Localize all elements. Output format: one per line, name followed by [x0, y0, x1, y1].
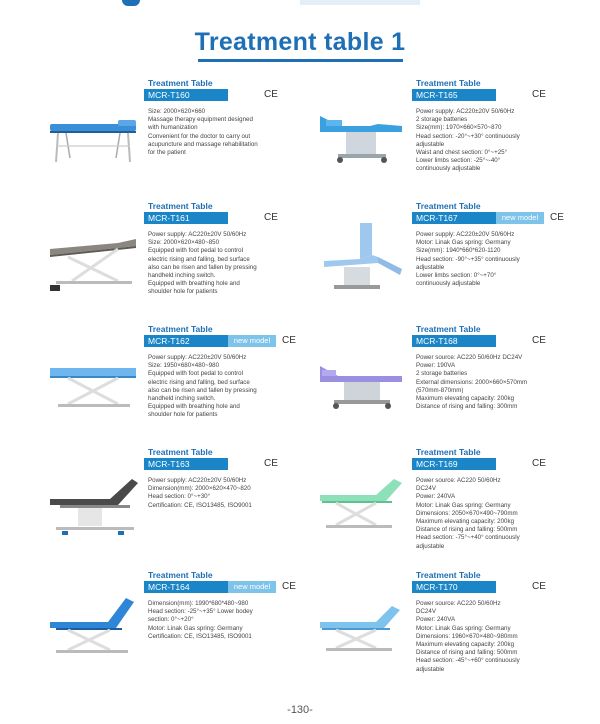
- product-model: MCR-T165: [412, 89, 496, 101]
- spec-line: Maximum elevating capacity: 200kg: [416, 641, 515, 649]
- spec-line: Power: 240VA: [416, 493, 456, 501]
- product-category: Treatment Table: [416, 78, 481, 88]
- title-underline: [198, 59, 403, 62]
- spec-line: Head section: -90°~+35° continuously: [416, 255, 520, 263]
- product-card-t165: [316, 78, 600, 196]
- product-category: Treatment Table: [416, 324, 481, 334]
- spec-line: electric rising and falling, bed surface: [148, 255, 250, 263]
- ce-mark: CE: [264, 89, 278, 100]
- product-card-t170: [316, 570, 600, 688]
- treatment-table-image: [316, 465, 410, 543]
- spec-line: Motor: Linak Gas spring: Germany: [416, 501, 511, 509]
- ce-mark: CE: [532, 335, 546, 346]
- treatment-table-image: [316, 219, 410, 297]
- product-model: MCR-T161: [144, 212, 228, 224]
- spec-line: adjustable: [416, 140, 445, 148]
- spec-line: 2 storage batteries: [416, 116, 468, 124]
- spec-line: electric rising and falling, bed surface: [148, 378, 250, 386]
- product-model: MCR-T162: [144, 335, 228, 347]
- spec-line: Equipped with foot pedal to control: [148, 247, 243, 255]
- product-card-t164: [48, 570, 338, 688]
- spec-line: Distance of rising and falling: 300mm: [416, 403, 518, 411]
- product-specs: [148, 354, 336, 420]
- product-card-t163: [48, 447, 338, 565]
- spec-line: Certification: CE, ISO13485, ISO9001: [148, 501, 252, 509]
- ce-mark: CE: [282, 581, 296, 592]
- spec-line: Lower limbs section: -25°~-40°: [416, 157, 501, 165]
- product-model: MCR-T163: [144, 458, 228, 470]
- spec-line: Motor: Linak Gas spring: Germany: [416, 239, 511, 247]
- spec-line: Power: 240VA: [416, 616, 456, 624]
- product-specs: [416, 354, 600, 411]
- spec-line: Dimension(mm): 1990*680*480~980: [148, 600, 249, 607]
- spec-line: Distance of rising and falling: 500mm: [416, 526, 518, 534]
- spec-line: Motor: Linak Gas spring: Germany: [416, 624, 511, 632]
- spec-line: Head section: 0°~+30°: [148, 493, 211, 501]
- spec-line: Dimensions: 2050×670×490~790mm: [416, 509, 518, 517]
- spec-line: Power supply: AC220±20V 50/60Hz: [416, 108, 515, 115]
- product-category: Treatment Table: [416, 201, 481, 211]
- spec-line: Head section: -75°~+40° continuously: [416, 534, 520, 542]
- ce-mark: CE: [532, 458, 546, 469]
- product-category: Treatment Table: [148, 570, 213, 580]
- product-card-t168: [316, 324, 600, 442]
- spec-line: Lower limbs section: 0°~+70°: [416, 272, 497, 280]
- product-specs: [416, 477, 600, 551]
- spec-line: 2 storage batteries: [416, 370, 468, 378]
- product-model: MCR-T164: [144, 581, 228, 593]
- spec-line: Waist and chest section: 0°~+25°: [416, 149, 508, 157]
- ce-mark: CE: [264, 458, 278, 469]
- spec-line: Certification: CE, ISO13485, ISO9001: [148, 632, 252, 640]
- product-specs: [416, 600, 600, 674]
- spec-line: Dimensions: 1960×670×480~980mm: [416, 632, 518, 640]
- spec-line: adjustable: [416, 542, 445, 550]
- spec-line: also can be risen and fallen by pressing: [148, 386, 257, 394]
- page-title: [0, 28, 600, 62]
- product-card-t162: [48, 324, 338, 442]
- product-model: MCR-T168: [412, 335, 496, 347]
- spec-line: Size(mm): 1940*660*620-1120: [416, 247, 501, 255]
- spec-line: shoulder hole for patients: [148, 288, 218, 296]
- treatment-table-image: [48, 342, 142, 420]
- product-specs: [416, 231, 600, 288]
- ce-mark: CE: [282, 335, 296, 346]
- product-specs: [148, 108, 336, 157]
- spec-line: adjustable: [416, 665, 445, 673]
- treatment-table-image: [48, 219, 142, 297]
- product-card-t161: [48, 201, 338, 319]
- spec-line: acupuncture and massage rehabilitation: [148, 140, 258, 148]
- product-model: MCR-T160: [144, 89, 228, 101]
- spec-line: Dimension(mm): 2000×620×470~820: [148, 485, 251, 493]
- spec-line: DC24V: [416, 485, 436, 493]
- product-category: Treatment Table: [416, 447, 481, 457]
- product-category: Treatment Table: [148, 324, 213, 334]
- spec-line: Convenient for the doctor to carry out: [148, 132, 251, 140]
- new-model-badge: new model: [228, 335, 276, 347]
- ce-mark: CE: [264, 212, 278, 223]
- spec-line: Size: 2000×620×660: [148, 108, 206, 115]
- product-specs: [148, 600, 336, 641]
- spec-line: Power source: AC220 50/60Hz: [416, 477, 501, 484]
- spec-line: section: 0°~+20°: [148, 616, 194, 624]
- product-card-t160: [48, 78, 338, 196]
- spec-line: Power source: AC220 50/60Hz: [416, 600, 501, 607]
- product-model: MCR-T167: [412, 212, 496, 224]
- spec-line: Equipped with breathing hole and: [148, 403, 240, 411]
- spec-line: Maximum elevating capacity: 200kg: [416, 518, 515, 526]
- spec-line: Maximum elevating capacity: 200kg: [416, 395, 515, 403]
- spec-line: Size: 1950×680×480~980: [148, 362, 220, 370]
- product-specs: [148, 477, 336, 510]
- ce-mark: CE: [532, 581, 546, 592]
- spec-line: with humanization: [148, 124, 198, 132]
- spec-line: shoulder hole for patients: [148, 411, 218, 419]
- ce-mark: CE: [550, 212, 564, 223]
- spec-line: Power supply: AC220±20V 50/60Hz: [148, 231, 247, 238]
- spec-line: (570mm-870mm): [416, 386, 464, 394]
- treatment-table-image: [48, 588, 142, 666]
- spec-line: continuously adjustable: [416, 165, 481, 173]
- product-category: Treatment Table: [148, 78, 213, 88]
- spec-line: External dimensions: 2000×660×570mm: [416, 378, 528, 386]
- spec-line: Head section: -25°~+35° Lower bodey: [148, 608, 253, 616]
- spec-line: Equipped with breathing hole and: [148, 280, 240, 288]
- spec-line: Head section: -20°~+30° continuously: [416, 132, 520, 140]
- spec-line: Power supply: AC220±20V 50/60Hz: [148, 354, 247, 361]
- spec-line: Distance of rising and falling: 500mm: [416, 649, 518, 657]
- ce-mark: CE: [532, 89, 546, 100]
- spec-line: Power: 190VA: [416, 362, 456, 370]
- spec-line: Equipped with foot pedal to control: [148, 370, 243, 378]
- logo-fragment: [122, 0, 140, 6]
- spec-line: Power source: AC220 50/60Hz DC24V: [416, 354, 523, 361]
- spec-line: continuously adjustable: [416, 280, 481, 288]
- product-category: Treatment Table: [416, 570, 481, 580]
- spec-line: Head section: -45°~+60° continuously: [416, 657, 520, 665]
- spec-line: Power supply: AC220±20V 50/60Hz: [148, 477, 247, 484]
- spec-line: handheld inching switch.: [148, 395, 216, 403]
- product-specs: [148, 231, 336, 297]
- treatment-table-image: [48, 96, 142, 174]
- page-title-text: Treatment table 1: [194, 28, 406, 56]
- product-category: Treatment Table: [148, 447, 213, 457]
- spec-line: DC24V: [416, 608, 436, 616]
- treatment-table-image: [48, 465, 142, 543]
- treatment-table-image: [316, 96, 410, 174]
- product-category: Treatment Table: [148, 201, 213, 211]
- top-header-strip: [0, 0, 600, 8]
- spec-line: adjustable: [416, 263, 445, 271]
- product-card-t169: [316, 447, 600, 565]
- spec-line: Massage therapy equipment designed: [148, 116, 253, 124]
- header-bar-fragment: [300, 0, 420, 5]
- product-model: MCR-T170: [412, 581, 496, 593]
- spec-line: also can be risen and fallen by pressing: [148, 263, 257, 271]
- new-model-badge: new model: [228, 581, 276, 593]
- new-model-badge: new model: [496, 212, 544, 224]
- spec-line: for the patient: [148, 149, 186, 157]
- page-number: -130-: [287, 704, 313, 716]
- product-model: MCR-T169: [412, 458, 496, 470]
- treatment-table-image: [316, 588, 410, 666]
- spec-line: Power supply: AC220±20V 50/60Hz: [416, 231, 515, 238]
- spec-line: Size(mm): 1970×660×570~870: [416, 124, 502, 132]
- product-card-t167: [316, 201, 600, 319]
- spec-line: handheld inching switch.: [148, 272, 216, 280]
- treatment-table-image: [316, 342, 410, 420]
- spec-line: Motor: Linak Gas spring: Germany: [148, 624, 243, 632]
- product-specs: [416, 108, 600, 174]
- spec-line: Size: 2000×620×480~850: [148, 239, 220, 247]
